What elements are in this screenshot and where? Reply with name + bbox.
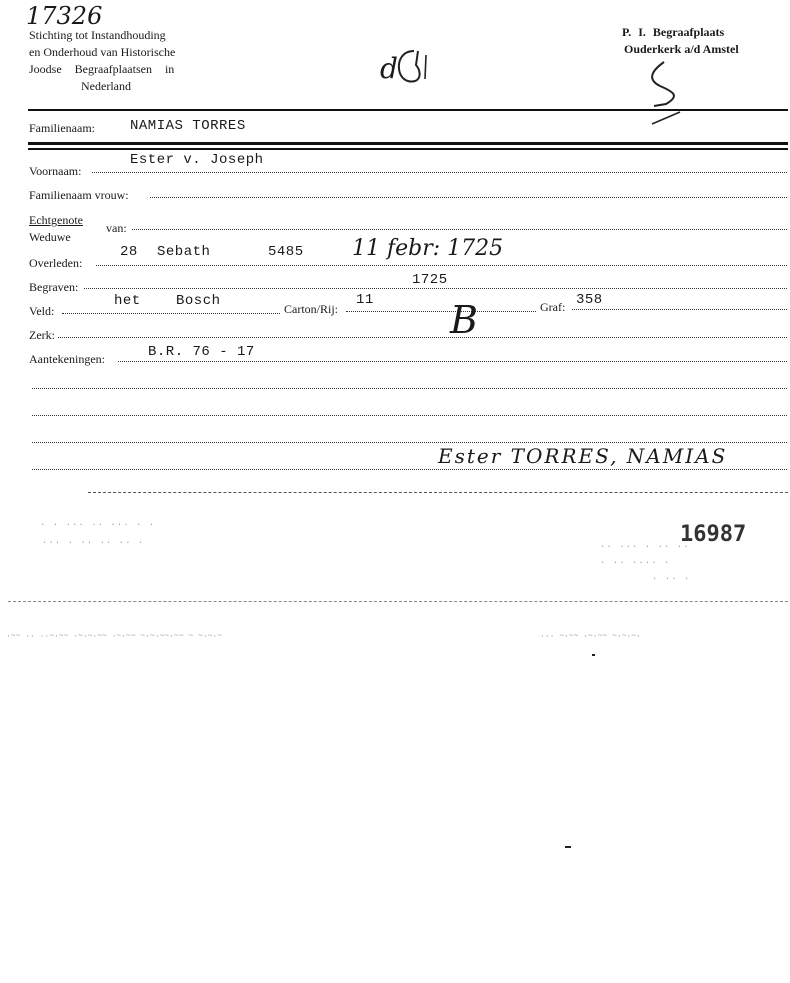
familienaam-value: NAMIAS TORRES <box>130 118 246 134</box>
org-line-2: en Onderhoud van Historische <box>29 45 176 59</box>
veld-label: Veld: <box>29 304 55 318</box>
overleden-handwritten: 11 febr: 1725 <box>352 236 504 261</box>
double-rule-top <box>28 142 788 145</box>
stamp-number: 16987 <box>680 522 747 547</box>
signature-handwritten: Ester TORRES, NAMIAS <box>438 444 728 468</box>
center-mark: d <box>380 52 398 85</box>
van-line <box>132 229 787 230</box>
veld-value-2: Bosch <box>176 293 221 309</box>
speck-1 <box>592 654 595 656</box>
card-bottom-edge <box>88 492 788 493</box>
bleed-row-left: ·~~ ·· ··~·~~ ·~·~·~~ ·~·~~ ~·~·~~·~~ ~ ~·~·~ <box>6 632 223 641</box>
familienaam-vrouw-line <box>150 197 787 198</box>
bleed-text-right-2: · ·· ···· · <box>600 558 671 568</box>
bleed-text-right: ·· ··· · ·· ·· <box>600 542 690 552</box>
aantekeningen-line <box>118 361 787 362</box>
graf-line <box>572 309 787 310</box>
zerk-handwritten: B <box>450 298 478 342</box>
van-label: van: <box>106 221 127 235</box>
begraven-line <box>84 288 787 289</box>
familienaam-vrouw-label: Familienaam vrouw: <box>29 188 129 202</box>
double-rule-bottom <box>28 148 788 150</box>
zerk-line <box>58 337 787 338</box>
familienaam-label: Familienaam: <box>29 121 95 135</box>
s-mark-icon <box>640 58 690 126</box>
bleed-text-right-3: · ·· · <box>652 574 691 584</box>
begraven-value: 1725 <box>412 272 448 288</box>
speck-2 <box>565 846 571 848</box>
org-line-4: Nederland <box>81 79 131 93</box>
echtgenote-label: Echtgenote <box>29 213 83 227</box>
overleden-line <box>96 265 787 266</box>
carton-line <box>346 311 536 312</box>
veld-value-1: het <box>114 293 141 309</box>
voornaam-value: Ester v. Joseph <box>130 152 264 168</box>
carton-value: 11 <box>356 292 374 308</box>
veld-line <box>62 313 280 314</box>
bleed-text-left: · · ··· ·· ··· · · <box>40 520 156 530</box>
note-line-2 <box>32 415 787 416</box>
cemetery-line-2: Ouderkerk a/d Amstel <box>624 42 739 56</box>
bleed-text-left-2: ··· · ·· ·· ·· · <box>42 538 145 548</box>
begraven-label: Begraven: <box>29 280 79 294</box>
org-line-3: Joodse Begraafplaatsen in <box>29 62 175 76</box>
circle-mark-icon <box>394 45 434 87</box>
carton-label: Carton/Rij: <box>284 302 338 316</box>
zerk-label: Zerk: <box>29 328 55 342</box>
aantekeningen-label: Aantekeningen: <box>29 352 105 366</box>
bleed-row-right: ··· ~·~~ ·~·~~ ~·~·~· <box>540 632 641 641</box>
graf-value: 358 <box>576 292 603 308</box>
overleden-day: 28 <box>120 244 138 260</box>
note-line-4 <box>32 469 787 470</box>
voornaam-line <box>92 172 787 173</box>
card-number: 17326 <box>26 2 103 30</box>
second-card-edge <box>8 601 788 602</box>
org-line-1: Stichting tot Instandhouding <box>29 28 166 42</box>
cemetery-line-1: P. I. Begraafplaats <box>622 25 725 39</box>
note-line-3 <box>32 442 787 443</box>
overleden-year: 5485 <box>268 244 304 260</box>
header-rule <box>28 109 788 111</box>
graf-label: Graf: <box>540 300 566 314</box>
note-line-1 <box>32 388 787 389</box>
aantekeningen-value: B.R. 76 - 17 <box>148 344 255 360</box>
weduwe-label: Weduwe <box>29 230 71 244</box>
voornaam-label: Voornaam: <box>29 164 82 178</box>
overleden-month: Sebath <box>157 244 211 260</box>
overleden-label: Overleden: <box>29 256 83 270</box>
